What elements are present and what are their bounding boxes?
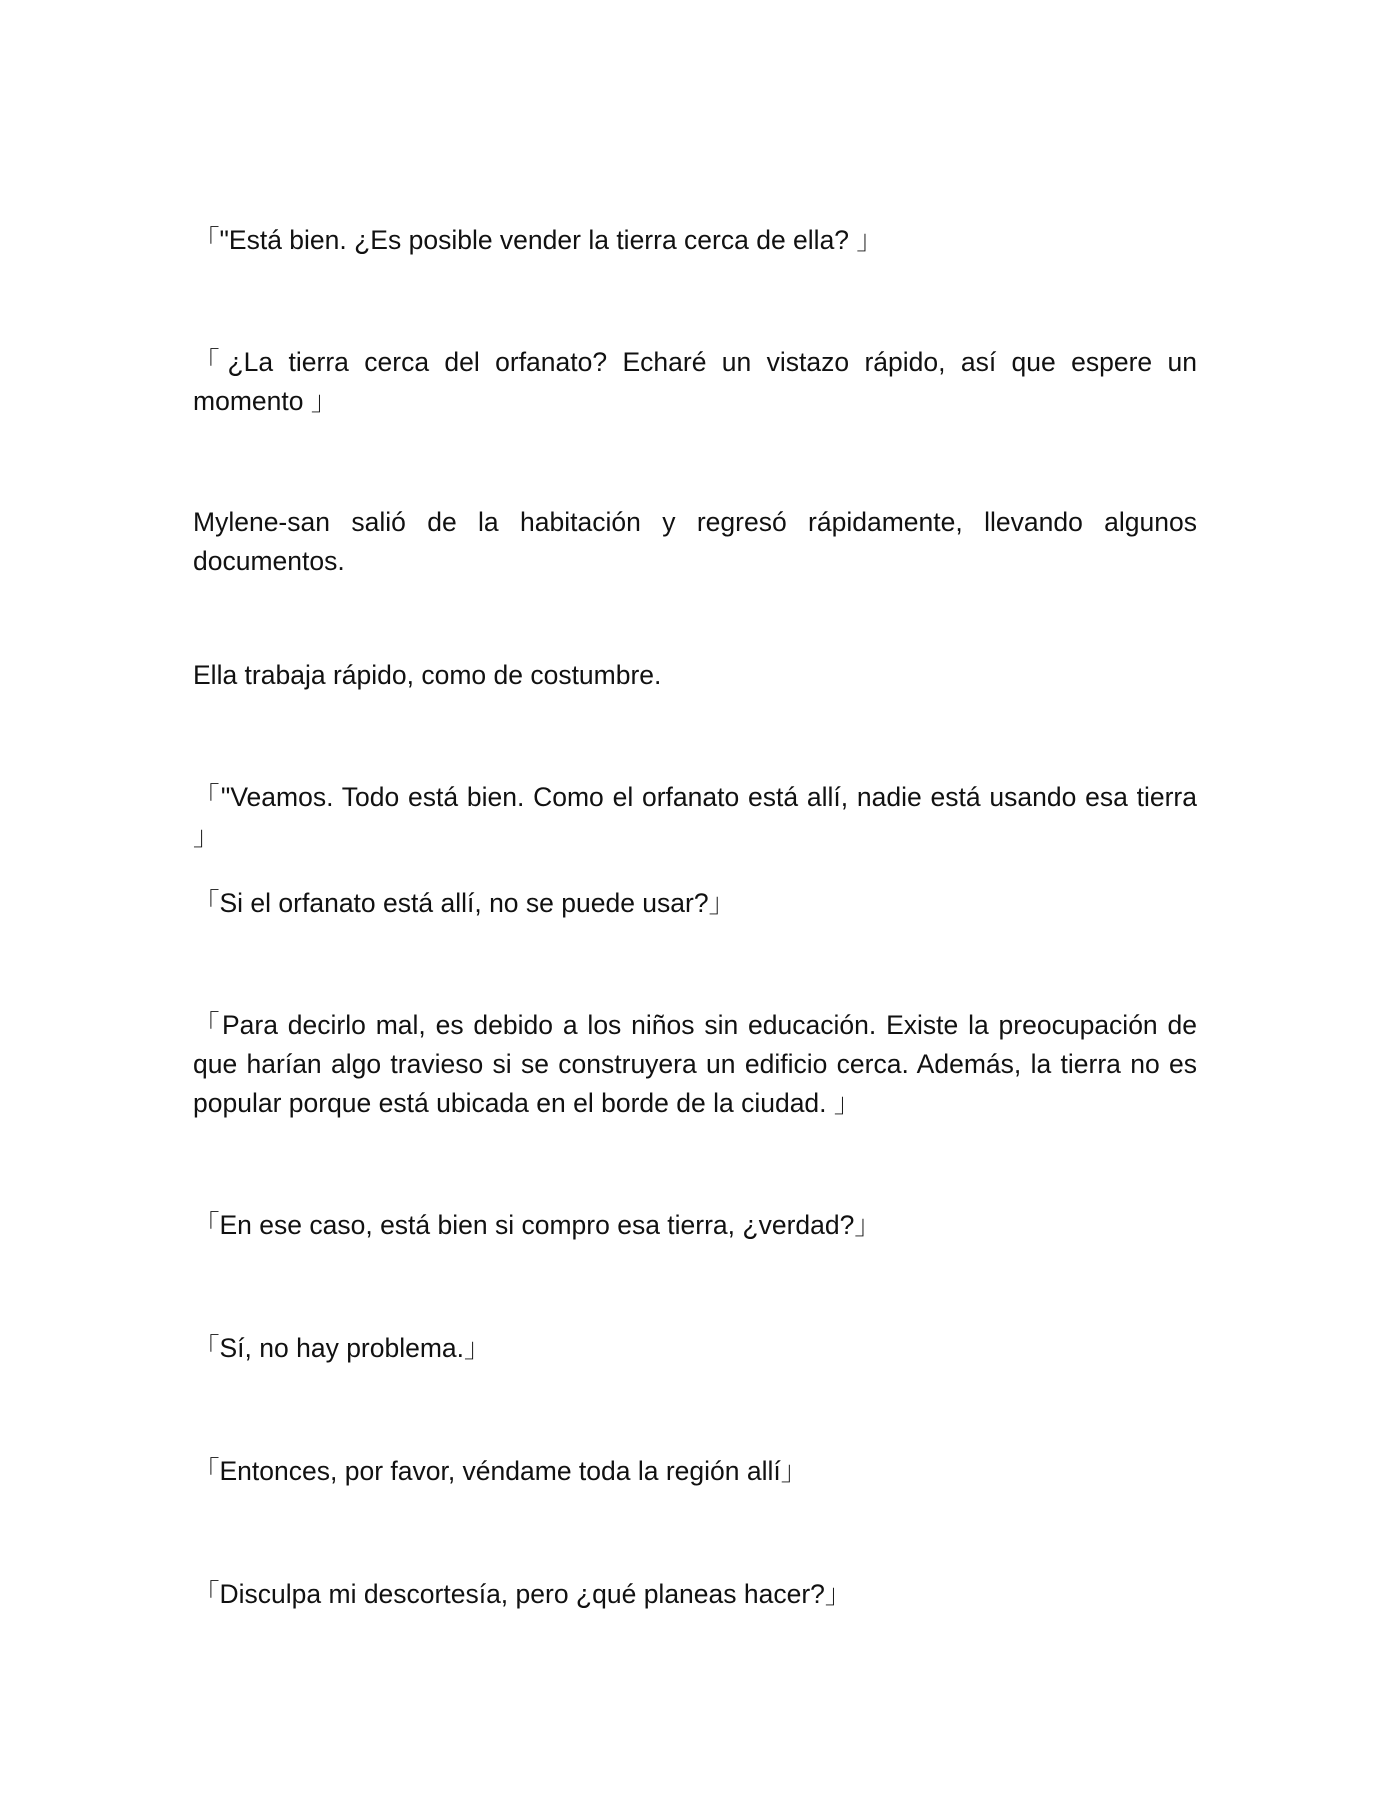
paragraph-6: 「Si el orfanato está allí, no se puede usar?」 (193, 888, 736, 918)
paragraph-10: 「Entonces, por favor, véndame toda la región allí」 (193, 1456, 808, 1486)
paragraph-3: Mylene-san salió de la habitación y regresó rápidamente, llevando algunos documentos. (193, 507, 1197, 576)
paragraph-1: 「"Está bien. ¿Es posible vender la tierra cerca de ella? 」 (193, 225, 883, 255)
paragraph-9: 「Sí, no hay problema.」 (193, 1333, 491, 1363)
paragraph-8: 「En ese caso, está bien si compro esa tierra, ¿verdad?」 (193, 1210, 881, 1240)
paragraph-7: 「Para decirlo mal, es debido a los niños sin educación. Existe la preocupación de que harían algo travieso si se construyera un edificio cerca. Además, la tierra no es popular porque está ubicada en el borde de la ciudad. 」 (193, 1010, 1197, 1118)
paragraph-2: 「¿La tierra cerca del orfanato? Echaré un vistazo rápido, así que espere un momento 」 (193, 347, 1197, 416)
paragraph-11: 「Disculpa mi descortesía, pero ¿qué planeas hacer?」 (193, 1579, 852, 1609)
paragraph-4: Ella trabaja rápido, como de costumbre. (193, 660, 662, 690)
paragraph-5: 「"Veamos. Todo está bien. Como el orfanato está allí, nadie está usando esa tierra 」 (193, 782, 1197, 851)
